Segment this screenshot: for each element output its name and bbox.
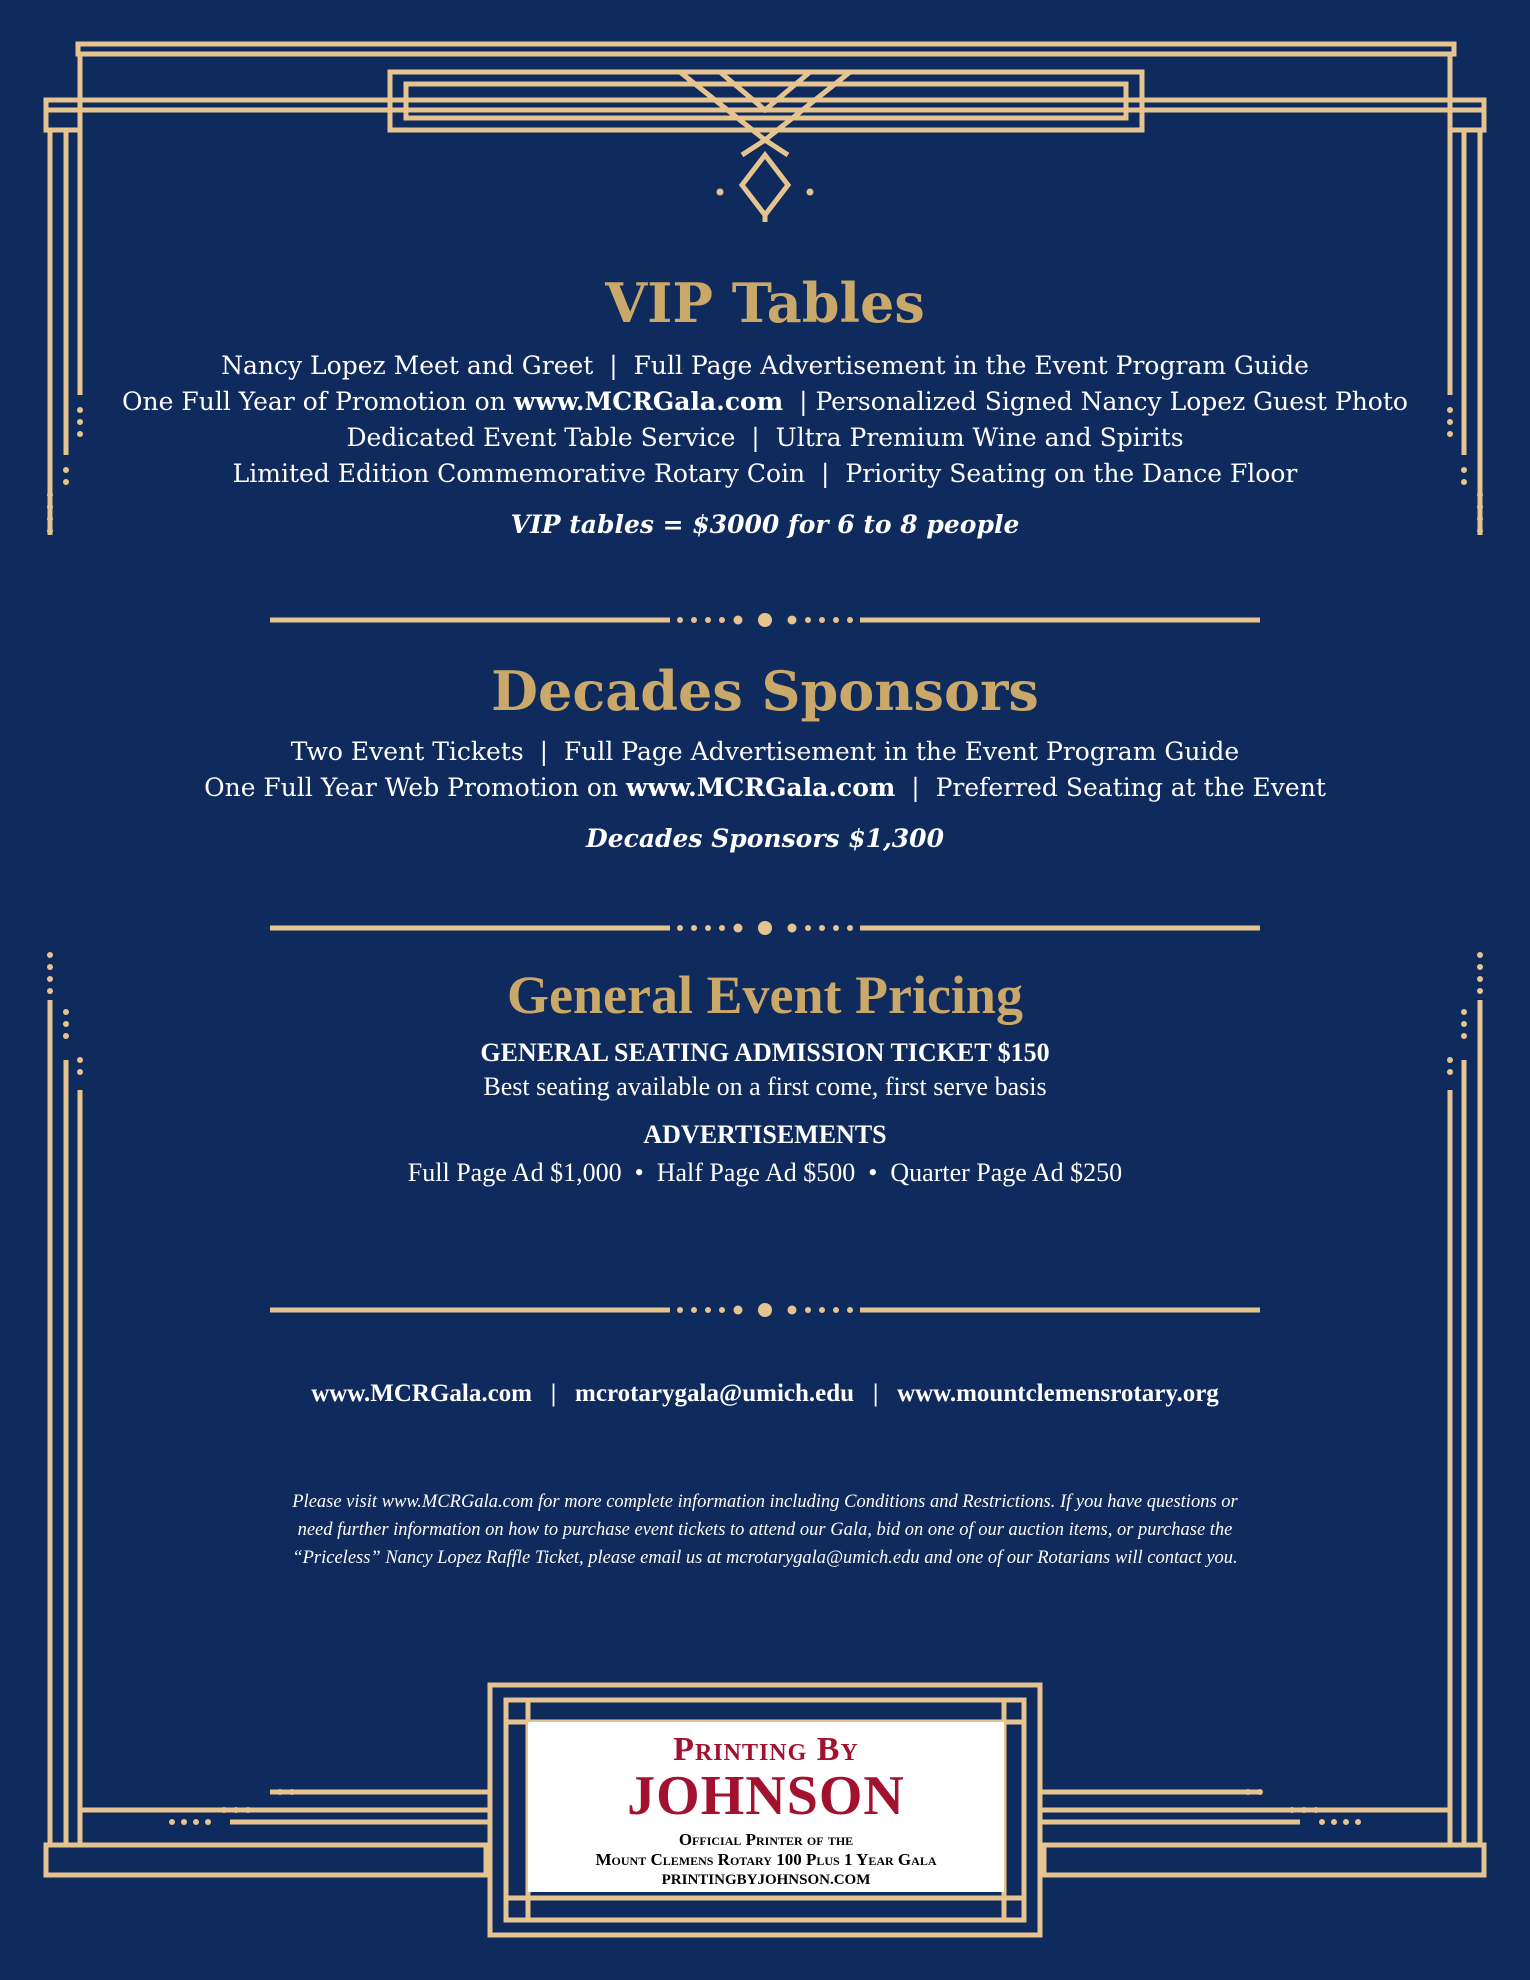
contact-line: www.MCRGala.com | mcrotarygala@umich.edu | www.mountclemensrotary.org: [311, 1380, 1219, 1407]
ad-price: Quarter Page Ad $250: [890, 1158, 1123, 1187]
decades-title: Decades Sponsors: [491, 659, 1039, 723]
info-note: [0, 1488, 1530, 1572]
logo-official-printer: Official Printer of the: [678, 1830, 854, 1849]
note-line: need further information on how to purchase event tickets to attend our Gala, bid on one of our auction items, or purchase the: [297, 1520, 1233, 1540]
vip-benefit-line: One Full Year of Promotion on www.MCRGala.com | Personalized Signed Nancy Lopez Guest Photo: [122, 387, 1408, 416]
decades-benefit-line: One Full Year Web Promotion on www.MCRGala.com | Preferred Seating at the Event: [204, 773, 1326, 802]
logo-printing-by: Printing By: [673, 1731, 859, 1768]
note-line: “Priceless” Nancy Lopez Raffle Ticket, please email us at mcrotarygala@umich.edu and one of our Rotarians will contact you.: [292, 1548, 1238, 1568]
website-link[interactable]: www.MCRGala.com: [311, 1380, 533, 1407]
decades-price: Decades Sponsors $1,300: [586, 824, 944, 853]
vip-benefit-line: Limited Edition Commemorative Rotary Coin | Priority Seating on the Dance Floor: [232, 459, 1298, 488]
vip-benefit-line: Dedicated Event Table Service | Ultra Premium Wine and Spirits: [346, 423, 1184, 452]
vip-benefit-line: Nancy Lopez Meet and Greet | Full Page Advertisement in the Event Program Guide: [221, 351, 1309, 380]
decades-benefit-line: Two Event Tickets | Full Page Advertisement in the Event Program Guide: [290, 737, 1240, 766]
printer-logo: [528, 1722, 1004, 1892]
ad-price: Half Page Ad $500: [656, 1158, 856, 1187]
general-title: General Event Pricing: [507, 965, 1023, 1025]
logo-website: PRINTINGBYJOHNSON.COM: [661, 1872, 871, 1888]
note-line: Please visit www.MCRGala.com for more complete information including Conditions and Restrictions. If you have questions or: [292, 1492, 1238, 1512]
vip-title: VIP Tables: [605, 271, 925, 335]
general-section: [0, 960, 1530, 1188]
rotary-site-link[interactable]: www.mountclemensrotary.org: [897, 1380, 1219, 1407]
ticket-heading: GENERAL SEATING ADMISSION TICKET $150: [480, 1038, 1050, 1067]
ticket-text: Best seating available on a first come, first serve basis: [483, 1072, 1047, 1101]
logo-johnson: JOHNSON: [627, 1765, 905, 1827]
vip-section: [0, 268, 1530, 539]
website-link[interactable]: www.MCRGala.com: [625, 773, 896, 802]
decades-section: [0, 656, 1530, 853]
vip-price: VIP tables = $3000 for 6 to 8 people: [510, 510, 1020, 539]
email-link[interactable]: mcrotarygala@umich.edu: [575, 1380, 855, 1407]
ads-list: Full Page Ad $1,000 • Half Page Ad $500 • Quarter Page Ad $250: [407, 1158, 1123, 1187]
logo-gala-name: Mount Clemens Rotary 100 Plus 1 Year Gala: [595, 1850, 937, 1869]
website-link[interactable]: www.MCRGala.com: [513, 387, 784, 416]
ad-price: Full Page Ad $1,000: [407, 1158, 622, 1187]
ads-heading: ADVERTISEMENTS: [643, 1120, 887, 1149]
